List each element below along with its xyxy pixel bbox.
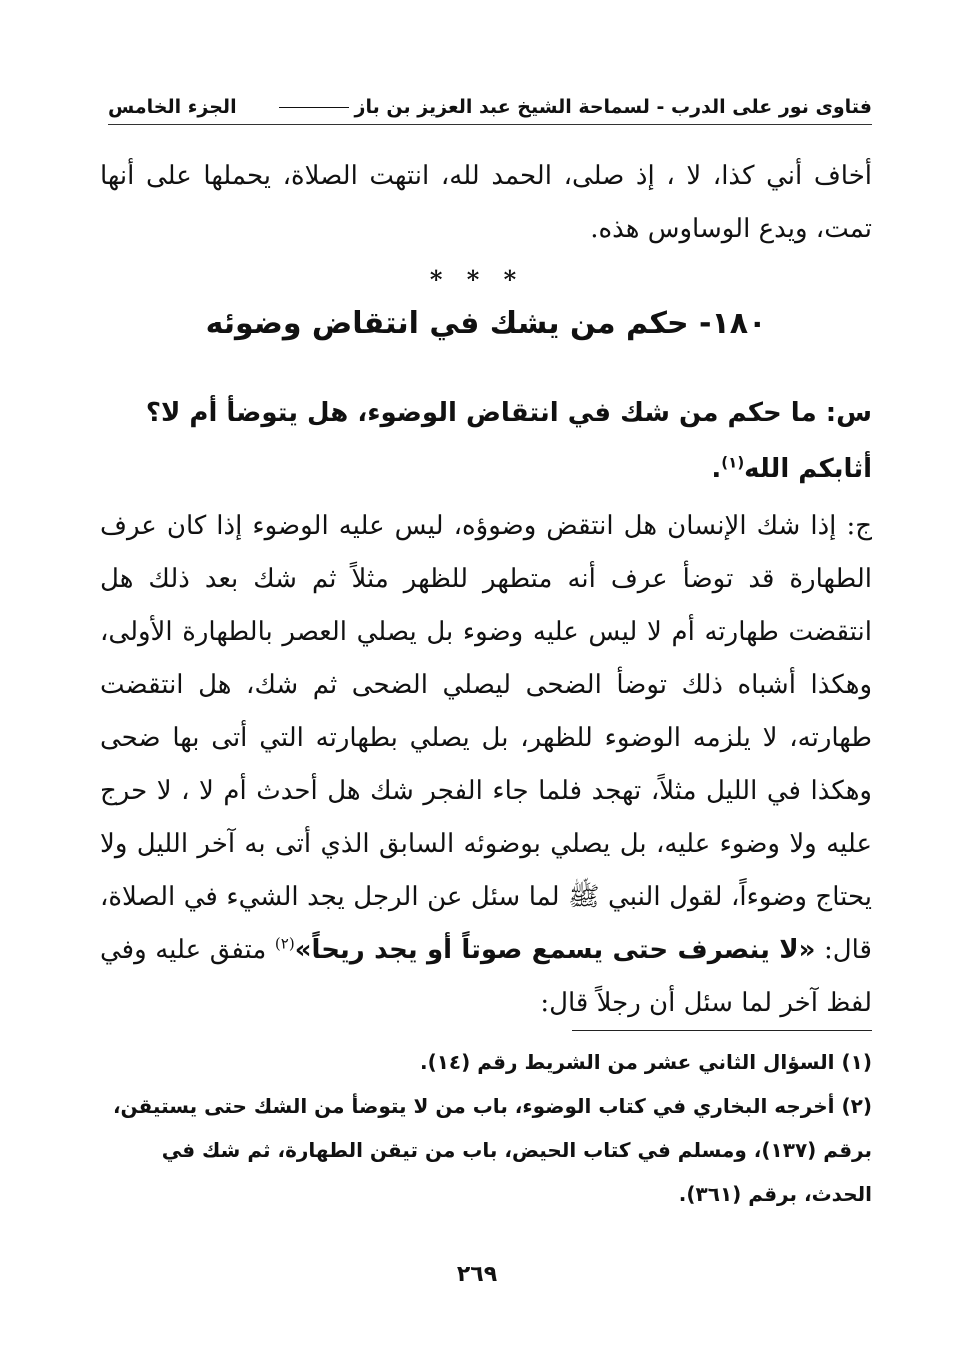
answer-text-1: ج: إذا شك الإنسان هل انتقض وضوؤه، ليس عليه الوضوء إذا كان عرف الطهارة قد توضأ عرف أنه متطهر للظهر مثلاً ثم شك بعد ذلك هل انتقضت طهارته أم لا ليس عليه وضوء بل يصلي العصر بالطهارة الأولى، وهكذا أشباه ذلك توضأ الضحى ليصلي الضحى ثم شك، هل انتقضت طهارته، لا يلزمه الوضوء للظهر، بل يصلي بطهارته التي أتى بها ضحى وهكذا في الليل مثلاً، تهجد فلما جاء الفجر شك هل أحدث أم لا ، لا حرج عليه ولا وضوء عليه، بل يصلي بوضوئه السابق الذي أتى به آخر الليل ولا يحتاج وضوءاً، لقول النبي ﷺ لما سئل عن الرجل يجد الشيء في الصلاة، قال: (100, 511, 872, 965)
footnote-number: (٢) (841, 1094, 872, 1118)
footnote-item (100, 1084, 872, 1216)
footnote-text: أخرجه البخاري في كتاب الوضوء، باب من لا يتوضأ من الشك حتى يستيقن، برقم (١٣٧)، ومسلم في كتاب الحيض، باب من تيقن الطهارة، ثم شك في الحدث، برقم (٣٦١). (112, 1094, 872, 1206)
header-rule (279, 107, 349, 108)
answer-text-2: متفق عليه وفي لفظ آخر لما سئل أن رجلاً قال: (100, 935, 872, 1018)
question-footnote-ref: (١) (721, 453, 745, 472)
intro-paragraph: أخاف أني كذا، لا ، إذ صلى، الحمد لله، انتهت الصلاة، يحملها على أنها تمت، ويدع الوساوس هذه. (100, 161, 872, 244)
answer-footnote-ref: (٢) (274, 934, 295, 953)
hadith-quote: «لا ينصرف حتى يسمع صوتاً أو يجد ريحاً» (294, 935, 816, 965)
page-number: ٢٦٩ (456, 1262, 498, 1287)
footnote-item (100, 1040, 872, 1084)
section-separator: * * * (429, 265, 525, 294)
header-volume: الجزء الخامس (108, 96, 237, 118)
running-header (108, 90, 872, 125)
question-end: . (711, 454, 722, 484)
question-paragraph (100, 385, 872, 497)
section-title: ١٨٠- حكم من يشك في انتقاض وضوئه (205, 306, 767, 341)
answer-paragraph (100, 500, 872, 1030)
question-text: س: ما حكم من شك في انتقاض الوضوء، هل يتوضأ أم لا؟ أثابكم الله (145, 398, 872, 484)
footnote-text: السؤال الثاني عشر من الشريط رقم (١٤). (419, 1050, 835, 1074)
footnotes (100, 1040, 872, 1216)
footnote-number: (١) (841, 1050, 872, 1074)
header-book-title: فتاوى نور على الدرب - لسماحة الشيخ عبد العزيز بن باز (273, 96, 872, 118)
footnote-divider (572, 1030, 872, 1031)
